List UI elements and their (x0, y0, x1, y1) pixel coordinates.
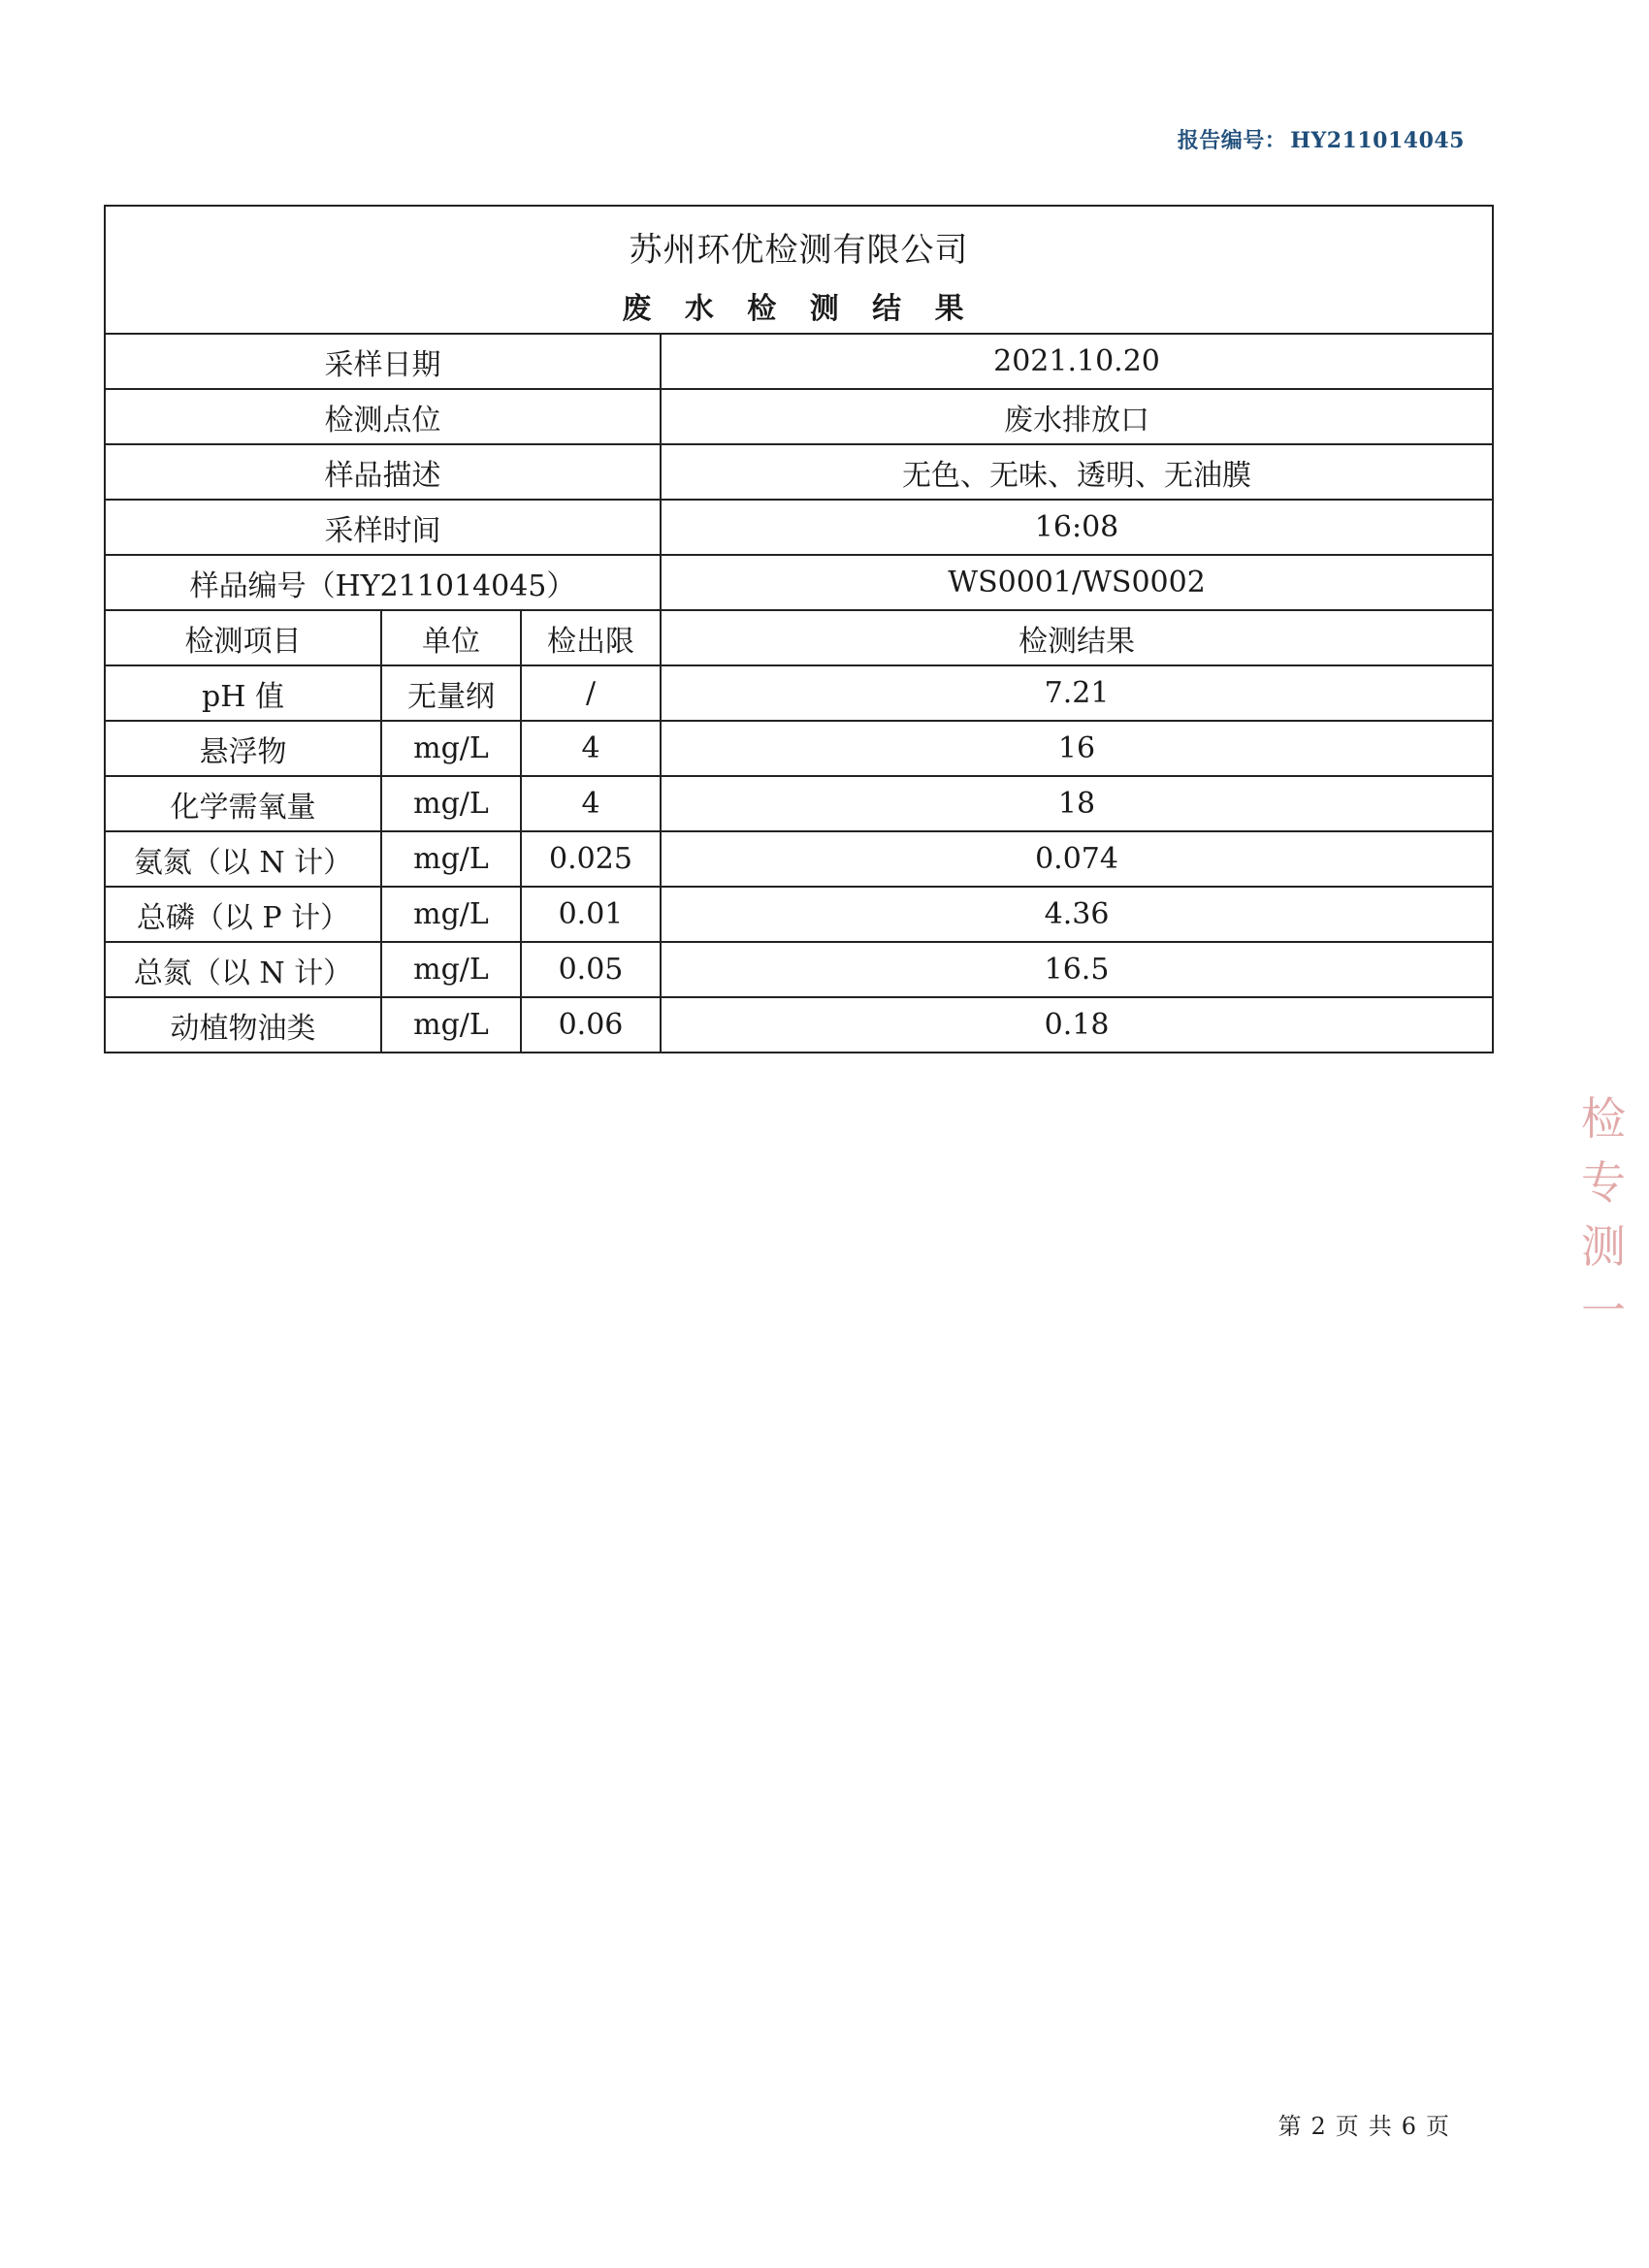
cell-limit: 0.025 (521, 831, 661, 887)
info-value: 无色、无味、透明、无油膜 (661, 444, 1493, 500)
cell-limit: 0.05 (521, 942, 661, 997)
footer-total-word: 共 (1368, 2113, 1394, 2140)
wastewater-result-table (104, 205, 1494, 1053)
info-label: 采样日期 (105, 334, 661, 389)
page-footer (1274, 2107, 1455, 2141)
column-header-unit: 单位 (381, 610, 521, 665)
cell-result: 0.074 (661, 831, 1493, 887)
column-header-item: 检测项目 (105, 610, 381, 665)
cell-unit: mg/L (381, 776, 521, 831)
cell-limit: 0.06 (521, 997, 661, 1053)
stamp-char: 检 (1581, 1092, 1626, 1145)
table-row (105, 997, 1493, 1053)
cell-unit: mg/L (381, 887, 521, 942)
info-label: 采样时间 (105, 500, 661, 555)
cell-limit: 0.01 (521, 887, 661, 942)
info-label: 样品描述 (105, 444, 661, 500)
cell-limit: 4 (521, 721, 661, 776)
info-row (105, 500, 1493, 555)
table-row (105, 887, 1493, 942)
cell-result: 4.36 (661, 887, 1493, 942)
cell-unit: 无量纲 (381, 665, 521, 721)
cell-item: pH 值 (105, 665, 381, 721)
column-header-row (105, 610, 1493, 665)
table-row (105, 776, 1493, 831)
report-number-value: HY211014045 (1290, 128, 1465, 153)
info-label: 样品编号（HY211014045） (105, 555, 661, 610)
seal-stamp-fragment (1581, 1086, 1626, 1343)
table-header-row (105, 206, 1493, 334)
cell-item: 化学需氧量 (105, 776, 381, 831)
footer-page-word: 页 (1335, 2113, 1361, 2140)
footer-prefix: 第 (1277, 2113, 1304, 2140)
cell-result: 18 (661, 776, 1493, 831)
info-row (105, 389, 1493, 444)
cell-item: 悬浮物 (105, 721, 381, 776)
footer-suffix: 页 (1426, 2113, 1451, 2140)
table-row (105, 942, 1493, 997)
info-value: WS0001/WS0002 (661, 555, 1493, 610)
cell-unit: mg/L (381, 942, 521, 997)
info-row (105, 334, 1493, 389)
table-row (105, 831, 1493, 887)
current-page: 2 (1310, 2113, 1328, 2140)
report-number-label: 报告编号： (1177, 128, 1287, 153)
info-row (105, 555, 1493, 610)
report-number (1178, 124, 1465, 154)
cell-limit: / (521, 665, 661, 721)
cell-result: 16 (661, 721, 1493, 776)
stamp-char: 测 (1581, 1220, 1626, 1273)
column-header-limit: 检出限 (521, 610, 661, 665)
info-value: 16:08 (661, 500, 1493, 555)
cell-unit: mg/L (381, 831, 521, 887)
cell-unit: mg/L (381, 997, 521, 1053)
cell-result: 0.18 (661, 997, 1493, 1053)
cell-item: 氨氮（以 N 计） (105, 831, 381, 887)
cell-result: 7.21 (661, 665, 1493, 721)
column-header-result: 检测结果 (661, 610, 1493, 665)
cell-limit: 4 (521, 776, 661, 831)
cell-unit: mg/L (381, 721, 521, 776)
info-value: 2021.10.20 (661, 334, 1493, 389)
cell-item: 总氮（以 N 计） (105, 942, 381, 997)
total-pages: 6 (1401, 2113, 1418, 2140)
info-value: 废水排放口 (661, 389, 1493, 444)
stamp-char: 专 (1581, 1156, 1626, 1209)
report-title: 废 水 检 测 结 果 (622, 291, 976, 326)
stamp-char: 一 (1581, 1284, 1626, 1337)
info-row (105, 444, 1493, 500)
company-name: 苏州环优检测有限公司 (629, 230, 969, 270)
cell-result: 16.5 (661, 942, 1493, 997)
table-row (105, 665, 1493, 721)
table-header (105, 206, 1493, 334)
cell-item: 总磷（以 P 计） (105, 887, 381, 942)
table-row (105, 721, 1493, 776)
cell-item: 动植物油类 (105, 997, 381, 1053)
info-label: 检测点位 (105, 389, 661, 444)
